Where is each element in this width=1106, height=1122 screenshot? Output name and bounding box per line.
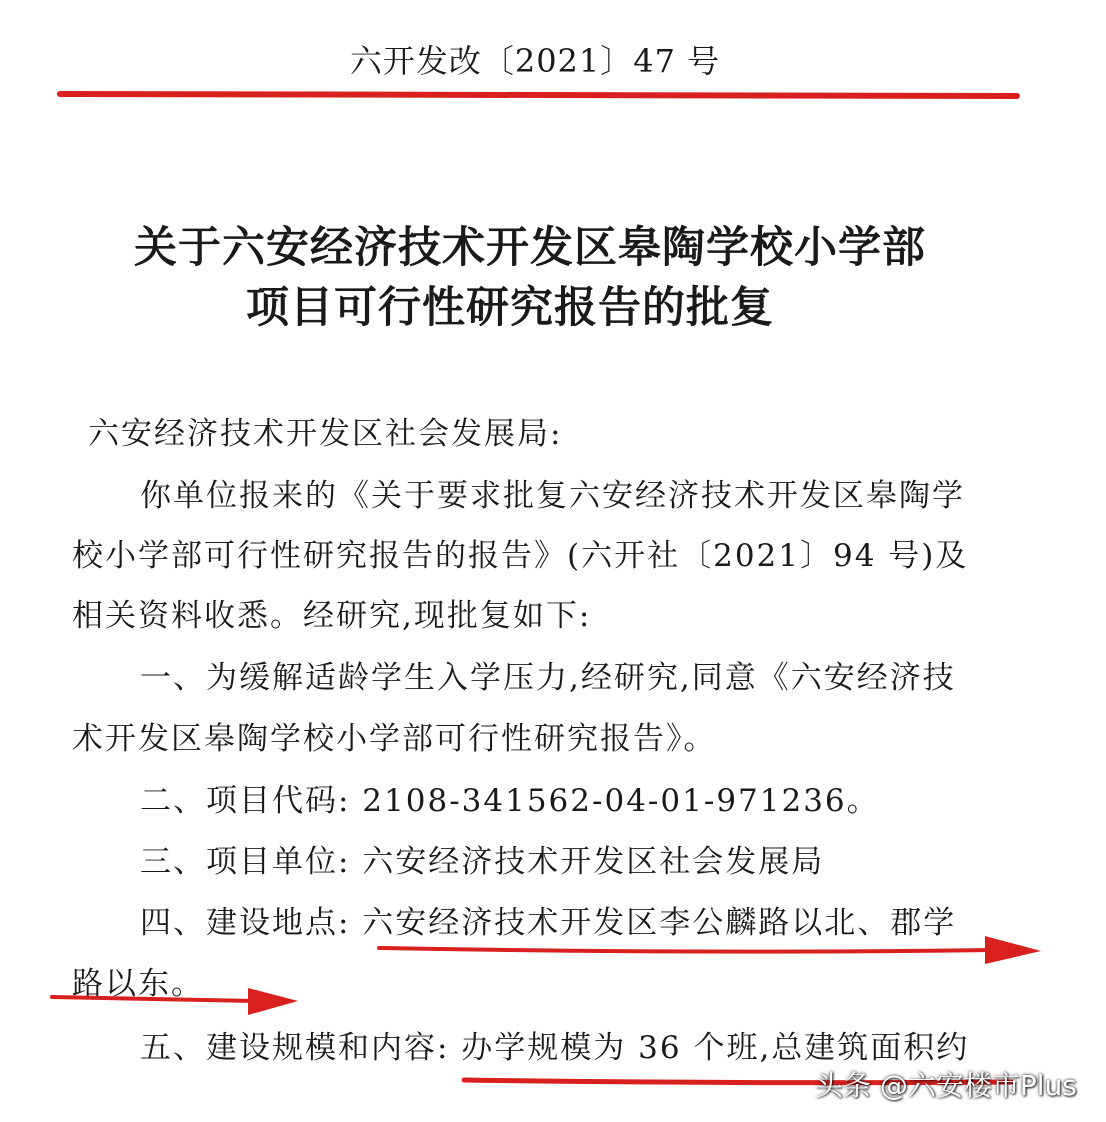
body-line-project-code: 二、项目代码: 2108-341562-04-01-971236。 xyxy=(140,783,880,819)
body-line-scale: 五、建设规模和内容: 办学规模为 36 个班,总建筑面积约 xyxy=(140,1030,970,1066)
body-line-location-cont: 路以东。 xyxy=(72,966,204,1002)
body-line-project-unit: 三、项目单位: 六安经济技术开发区社会发展局 xyxy=(140,844,825,880)
document-title-line-1: 关于六安经济技术开发区皋陶学校小学部 xyxy=(134,223,926,273)
body-line-4: 一、为缓解适龄学生入学压力,经研究,同意《六安经济技 xyxy=(140,660,956,696)
red-header-rule xyxy=(57,91,1020,99)
red-arrow-icon xyxy=(375,930,1045,970)
body-line-location: 四、建设地点: 六安经济技术开发区李公麟路以北、郡学 xyxy=(140,905,957,941)
body-line-2: 校小学部可行性研究报告的报告》(六开社〔2021〕94 号)及 xyxy=(72,538,969,574)
body-line-3: 相关资料收悉。经研究,现批复如下: xyxy=(72,598,592,634)
red-arrow-icon xyxy=(48,985,303,1019)
body-line-5: 术开发区皋陶学校小学部可行性研究报告》。 xyxy=(72,721,717,757)
watermark: 头条 @六安楼市Plus xyxy=(815,1069,1077,1102)
document-number: 六开发改〔2021〕47 号 xyxy=(349,42,721,80)
addressee: 六安经济技术开发区社会发展局: xyxy=(88,416,563,452)
body-line-1: 你单位报来的《关于要求批复六安经济技术开发区皋陶学 xyxy=(140,478,965,514)
document-title-line-2: 项目可行性研究报告的批复 xyxy=(246,283,774,333)
